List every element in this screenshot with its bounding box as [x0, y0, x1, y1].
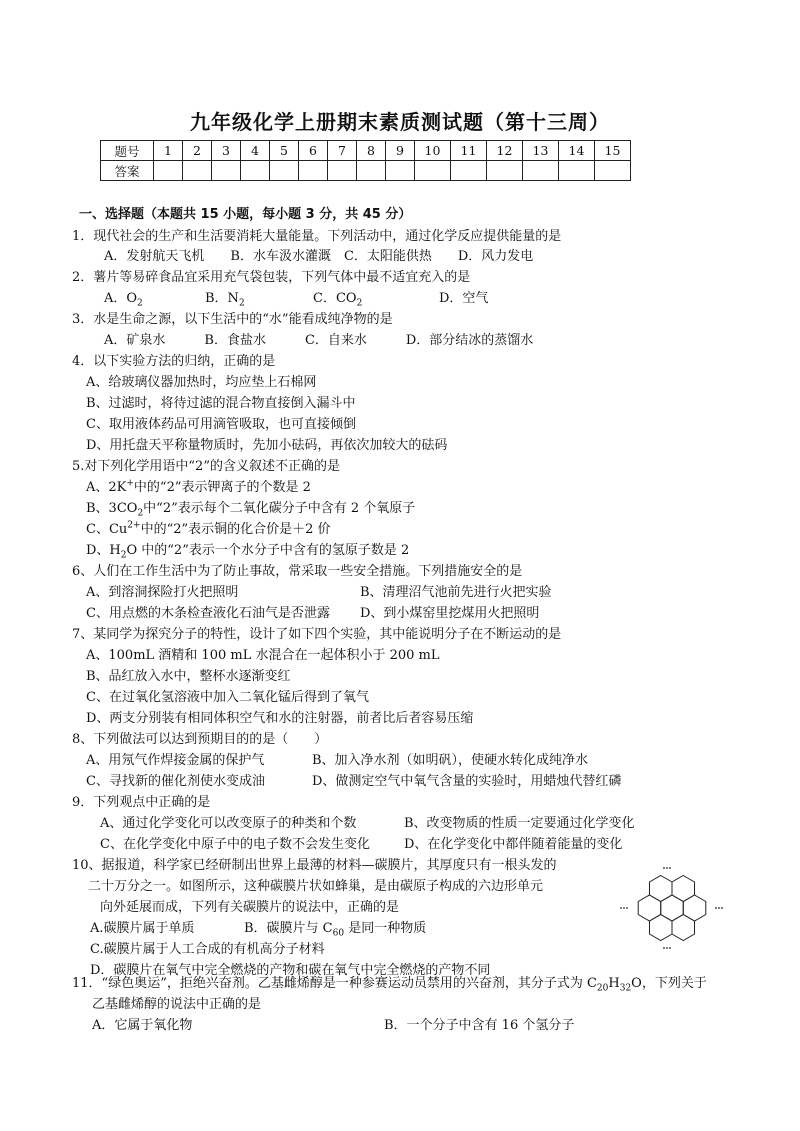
question-9-stem: 9．下列观点中正确的是	[72, 795, 211, 810]
question-10-option-b: B．碳膜片与 $C_{60}$ 是同一种物质	[244, 921, 427, 939]
question-2-stem: 2．薯片等易碎食品宜采用充气袋包装，下列气体中最不适宜充入的是	[72, 270, 471, 285]
question-2-option-b: B．$N_2$	[205, 291, 245, 309]
question-10-option-a: A.碳膜片属于单质	[90, 921, 195, 936]
question-4-option-c: C、取用液体药品可用滴管吸取，也可直接倾倒	[86, 417, 356, 432]
question-1-stem: 1．现代社会的生产和生活要消耗大量能量。下列活动中，通过化学反应提供能量的是	[72, 229, 562, 244]
answer-cell[interactable]	[523, 161, 559, 181]
answer-table-number: 13	[523, 141, 559, 161]
answer-table-number: 3	[212, 141, 241, 161]
question-1-options: A．发射航天飞机 B．水车汲水灌溉 C．太阳能供热 D．风力发电	[104, 249, 534, 264]
hexagon-cell	[683, 895, 706, 921]
answer-table-number: 12	[487, 141, 523, 161]
question-4-option-b: B、过滤时，将待过滤的混合物直接倒入漏斗中	[86, 396, 356, 411]
question-7-stem: 7、某同学为探究分子的特性，设计了如下四个实验，其中能说明分子在不断运动的是	[72, 627, 562, 642]
question-8-option-c: C、寻找新的催化剂使水变成油	[86, 774, 265, 789]
answer-table-number-row	[101, 141, 631, 161]
answer-table-number: 2	[183, 141, 212, 161]
question-7-option-a: A、100mL 酒精和 100 mL 水混合在一起体积小于 200 mL	[86, 648, 440, 663]
question-10-stem-line3: 向外延展而成，下列有关碳膜片的说法中，正确的是	[100, 900, 400, 915]
answer-table-number: 11	[451, 141, 487, 161]
question-6-option-c: C、用点燃的木条检查液化石油气是否泄露	[86, 606, 330, 621]
question-4-stem: 4．以下实验方法的归纳，正确的是	[72, 354, 276, 369]
question-8-option-a: A、用氖气作焊接金属的保护气	[86, 753, 265, 768]
page-title: 九年级化学上册期末素质测试题（第十三周）	[190, 110, 610, 134]
answer-table-number: 10	[415, 141, 451, 161]
question-8-option-d: D、做测定空气中氧气含量的实验时，用蜡烛代替红磷	[312, 774, 622, 789]
hexagon-cell	[672, 876, 695, 902]
question-7-option-b: B、品红放入水中，整杯水逐渐变红	[86, 669, 291, 684]
answer-table-row2-label: 答案	[101, 161, 154, 181]
hexagon-cell	[649, 915, 672, 941]
question-2-option-c: C．$CO_2$	[313, 291, 363, 309]
question-9-option-b: B、改变物质的性质一定要通过化学变化	[404, 816, 635, 831]
answer-cell[interactable]	[487, 161, 523, 181]
question-9-option-d: D、在化学变化中都伴随着能量的变化	[404, 837, 623, 852]
answer-cell[interactable]	[299, 161, 328, 181]
question-5-option-c: C、$Cu^{2+}$中的“2”表示铜的化合价是＋2 价	[86, 520, 331, 537]
question-4-option-d: D、用托盘天平称量物质时，先加小砝码，再依次加较大的砝码	[86, 438, 448, 453]
question-9-option-a: A、通过化学变化可以改变原子的种类和个数	[100, 816, 357, 831]
question-6-stem: 6、人们在工作生活中为了防止事故，常采取一些安全措施。下列措施安全的是	[72, 564, 523, 579]
answer-cell[interactable]	[241, 161, 270, 181]
question-5-option-d: D、$H_2O$ 中的“2”表示一个水分子中含有的氢原子数是 2	[86, 543, 410, 561]
question-10-option-d: D．碳膜片在氧气中完全燃烧的产物和碳在氧气中完全燃烧的产物不同	[90, 963, 491, 978]
answer-cell[interactable]	[328, 161, 357, 181]
question-10-stem-line1: 10、据报道，科学家已经研制出世界上最薄的材料—碳膜片，其厚度只有一根头发的	[72, 858, 557, 873]
hexagon-cell	[638, 895, 661, 921]
question-3-stem: 3．水是生命之源，以下生活中的“水”能看成纯净物的是	[72, 312, 393, 327]
question-5-stem: 5.对下列化学用语中“2”的含义叙述不正确的是	[72, 459, 340, 474]
answer-cell[interactable]	[154, 161, 183, 181]
answer-cell[interactable]	[183, 161, 212, 181]
question-10-option-c: C.碳膜片属于人工合成的有机高分子材料	[90, 942, 325, 957]
question-8-stem: 8、下列做法可以达到预期目的的是（ ）	[72, 732, 328, 747]
answer-cell[interactable]	[451, 161, 487, 181]
answer-table-number: 6	[299, 141, 328, 161]
question-9-option-c: C、在化学变化中原子中的电子数不会发生变化	[100, 837, 370, 852]
hexagon-cell	[672, 915, 695, 941]
answer-table-answer-row	[101, 161, 631, 181]
answer-cell[interactable]	[415, 161, 451, 181]
question-6-option-a: A、到溶洞探险打火把照明	[86, 585, 239, 600]
question-4-option-a: A、给玻璃仪器加热时，均应垫上石棉网	[86, 375, 317, 390]
answer-cell[interactable]	[386, 161, 415, 181]
question-8-option-b: B、加入净水剂（如明矾），使硬水转化成纯净水	[312, 753, 589, 768]
question-6-option-d: D、到小煤窑里挖煤用火把照明	[360, 606, 540, 621]
question-7-option-d: D、两支分别装有相同体积空气和水的注射器，前者比后者容易压缩	[86, 711, 474, 726]
answer-cell[interactable]	[270, 161, 299, 181]
question-3-options: A．矿泉水 B．食盐水 C．自来水 D．部分结冰的蒸馏水	[104, 333, 534, 348]
hexagon-cell	[649, 876, 672, 902]
question-11-stem-line1: 11．“绿色奥运”，拒绝兴奋剂。乙基雌烯醇是一种参赛运动员禁用的兴奋剂，其分子式为 $C_{20}H_{32}O$，下列关于	[72, 976, 707, 994]
answer-table-number: 8	[357, 141, 386, 161]
question-2-option-a: A．$O_2$	[104, 291, 143, 309]
question-5-option-b: B、$3CO_2$中“2”表示每个二氧化碳分子中含有 2 个氧原子	[86, 501, 416, 519]
question-5-option-a: A、2K+中的“2”表示钾离子的个数是 2	[86, 478, 311, 495]
question-2-option-d: D．空气	[439, 291, 489, 306]
carbon-film-honeycomb-figure	[617, 866, 727, 950]
answer-table-number: 4	[241, 141, 270, 161]
question-7-option-c: C、在过氧化氢溶液中加入二氧化锰后得到了氧气	[86, 690, 369, 705]
answer-table-number: 15	[595, 141, 631, 161]
answer-table-row1-label: 题号	[101, 141, 154, 161]
question-10-stem-line2: 二十万分之一。如图所示，这种碳膜片状如蜂巢，是由碳原子构成的六边形单元	[88, 879, 544, 894]
question-11-option-a: A．它属于氧化物	[92, 1018, 193, 1033]
question-6-option-b: B、清理沼气池前先进行火把实验	[360, 585, 552, 600]
section-heading: 一、选择题（本题共 15 小题，每小题 3 分，共 45 分）	[79, 207, 412, 222]
answer-cell[interactable]	[559, 161, 595, 181]
answer-cell[interactable]	[357, 161, 386, 181]
question-11-option-b: B．一个分子中含有 16 个氢分子	[384, 1018, 575, 1033]
answer-table-number: 1	[154, 141, 183, 161]
answer-cell[interactable]	[595, 161, 631, 181]
answer-cell[interactable]	[212, 161, 241, 181]
answer-table	[100, 140, 631, 181]
answer-table-number: 5	[270, 141, 299, 161]
answer-table-number: 9	[386, 141, 415, 161]
ellipsis-dots	[620, 867, 723, 949]
question-11-stem-line2: 乙基雌烯醇的说法中正确的是	[92, 997, 262, 1012]
hexagon-cell	[661, 895, 684, 921]
answer-table-number: 14	[559, 141, 595, 161]
answer-table-number: 7	[328, 141, 357, 161]
